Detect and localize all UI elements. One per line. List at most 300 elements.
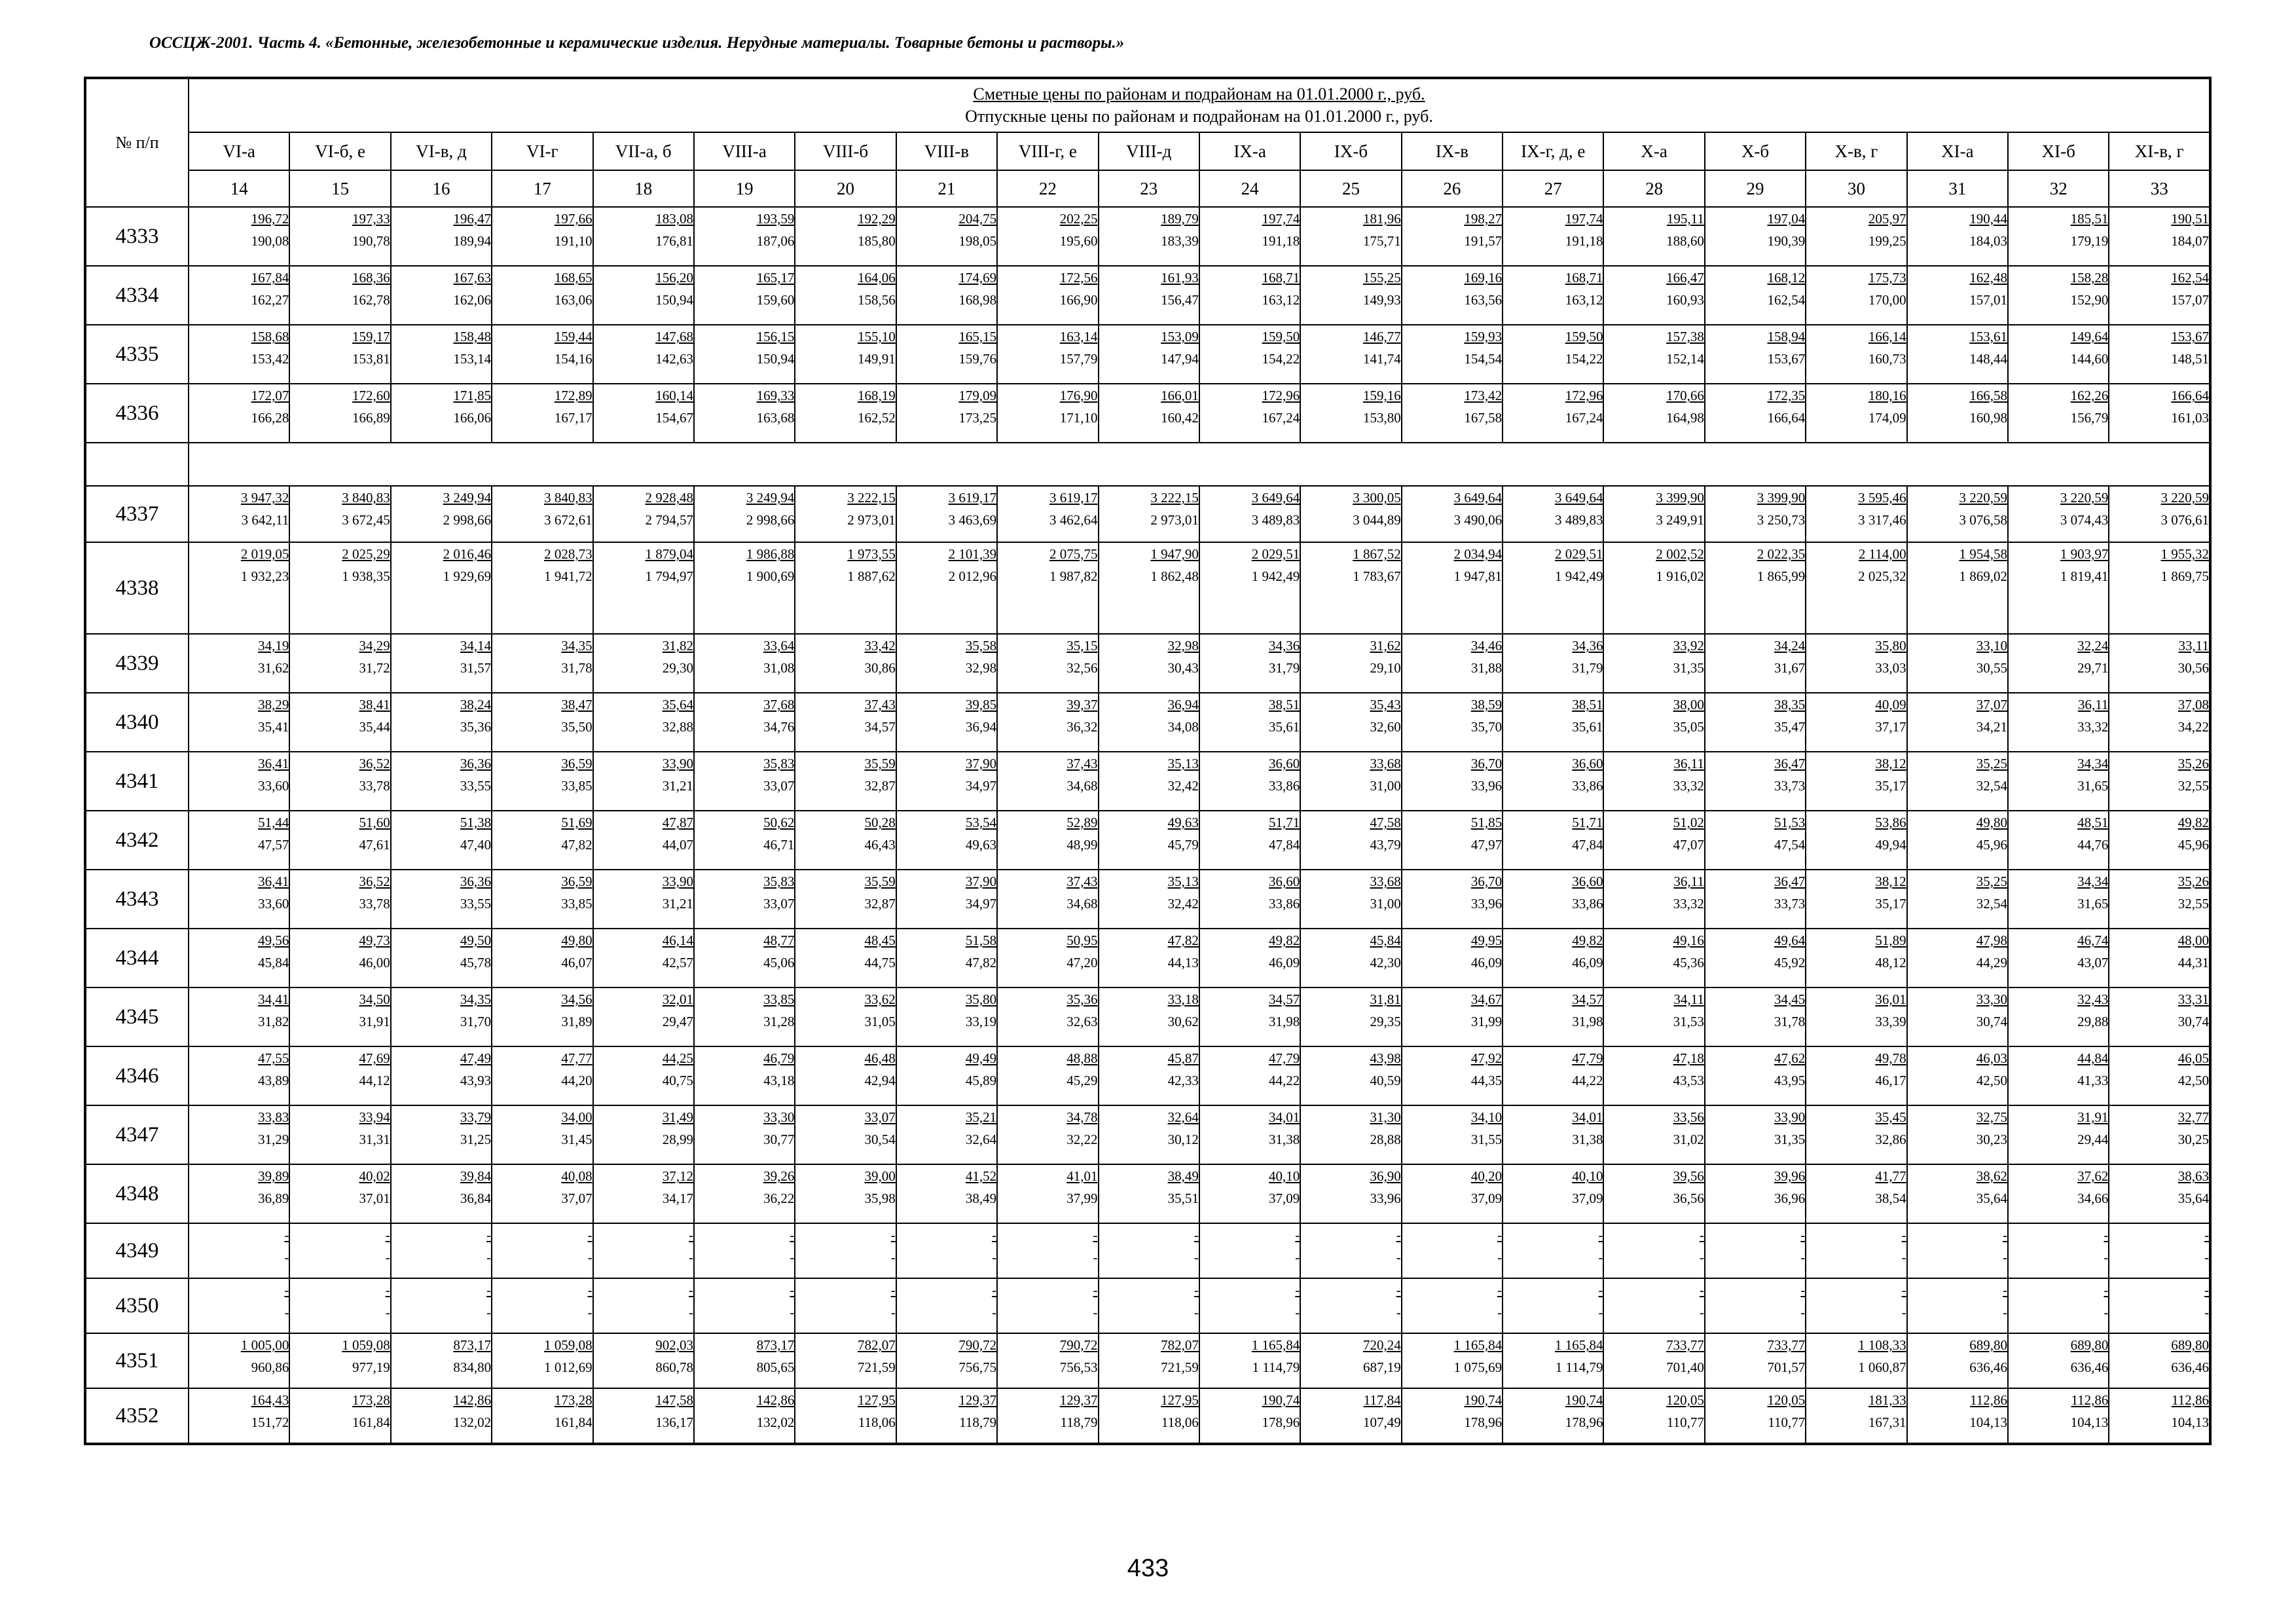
estimate-price: 34,78 xyxy=(1066,1109,1098,1125)
estimate-price: 49,63 xyxy=(1167,815,1199,830)
release-price: 35,41 xyxy=(258,719,289,735)
release-price: - xyxy=(2003,1249,2008,1265)
estimate-price: 34,10 xyxy=(1470,1109,1503,1125)
region-header: IX-в xyxy=(1402,132,1503,170)
price-cell xyxy=(997,634,1098,693)
release-price: 3 642,11 xyxy=(241,512,289,528)
price-cell xyxy=(289,1046,390,1105)
estimate-price: 162,54 xyxy=(2171,270,2209,286)
price-cell xyxy=(1705,693,1806,752)
estimate-price: 120,05 xyxy=(1767,1392,1806,1408)
price-cell xyxy=(289,1278,390,1333)
price-cell xyxy=(189,325,289,384)
estimate-price: 112,86 xyxy=(2071,1392,2109,1408)
column-number: 15 xyxy=(289,170,390,207)
estimate-price: - xyxy=(1497,1227,1503,1243)
release-price: 3 489,83 xyxy=(1554,512,1603,528)
release-price: 166,89 xyxy=(352,410,390,426)
estimate-price: 49,80 xyxy=(561,932,592,948)
estimate-price: 175,73 xyxy=(1868,270,1906,286)
estimate-price: 47,82 xyxy=(1167,932,1199,948)
price-cell xyxy=(997,1278,1098,1333)
region-header: VI-б, е xyxy=(289,132,390,170)
release-price: 31,21 xyxy=(662,896,693,912)
price-cell xyxy=(2008,1164,2109,1223)
price-cell xyxy=(1806,207,1906,266)
release-price: 31,35 xyxy=(1774,1132,1806,1147)
price-cell xyxy=(1806,1278,1906,1333)
estimate-price: 31,30 xyxy=(1370,1109,1401,1125)
estimate-price: 170,66 xyxy=(1666,388,1704,403)
release-price: 1 887,62 xyxy=(847,568,896,584)
estimate-price: 120,05 xyxy=(1666,1392,1704,1408)
release-price: 2 973,01 xyxy=(847,512,896,528)
price-cell xyxy=(997,1223,1098,1278)
price-cell xyxy=(1199,634,1300,693)
release-price: 190,39 xyxy=(1767,233,1806,249)
release-price: 153,42 xyxy=(251,351,289,367)
release-price: 160,93 xyxy=(1666,292,1704,308)
estimate-price: 172,60 xyxy=(352,388,390,403)
table-row xyxy=(85,870,2210,929)
estimate-price: 36,60 xyxy=(1269,874,1300,889)
estimate-price: 147,58 xyxy=(655,1392,693,1408)
price-cell xyxy=(1907,870,2008,929)
estimate-price: - xyxy=(1598,1227,1603,1243)
release-price: 31,65 xyxy=(2077,896,2109,912)
price-cell xyxy=(997,870,1098,929)
price-cell xyxy=(492,811,592,870)
release-price: 162,52 xyxy=(857,410,896,426)
estimate-price: 3 840,83 xyxy=(342,490,390,506)
release-price: 46,00 xyxy=(359,955,390,970)
price-cell xyxy=(694,693,795,752)
estimate-price: 36,60 xyxy=(1269,756,1300,771)
estimate-price: 159,17 xyxy=(352,329,390,344)
table-row xyxy=(85,811,2210,870)
release-price: 977,19 xyxy=(352,1359,390,1375)
estimate-price: - xyxy=(1295,1282,1300,1298)
price-cell xyxy=(189,1164,289,1223)
price-cell xyxy=(896,1333,997,1388)
price-cell xyxy=(593,542,694,634)
price-cell xyxy=(189,870,289,929)
estimate-price: - xyxy=(385,1227,390,1243)
separator-cell xyxy=(85,443,189,486)
price-cell xyxy=(1603,1105,1704,1164)
release-price: 190,08 xyxy=(251,233,289,249)
estimate-price: 41,01 xyxy=(1066,1168,1098,1184)
estimate-price: 873,17 xyxy=(756,1337,795,1353)
estimate-price: 35,25 xyxy=(1976,874,2008,889)
estimate-price: 149,64 xyxy=(2070,329,2109,344)
estimate-price: 3 249,94 xyxy=(443,490,492,506)
price-cell xyxy=(1402,811,1503,870)
price-cell xyxy=(189,207,289,266)
price-cell xyxy=(1199,1105,1300,1164)
estimate-price: 41,77 xyxy=(1875,1168,1906,1184)
estimate-price: 34,35 xyxy=(460,991,492,1007)
price-cell xyxy=(189,266,289,325)
price-cell xyxy=(1907,1223,2008,1278)
estimate-price: 35,80 xyxy=(965,991,997,1007)
release-price: 110,77 xyxy=(1768,1414,1806,1430)
price-cell xyxy=(997,752,1098,811)
price-cell xyxy=(1907,1046,2008,1105)
price-cell xyxy=(1402,542,1503,634)
release-price: 159,60 xyxy=(756,292,795,308)
price-cell xyxy=(1199,207,1300,266)
price-cell xyxy=(1099,325,1199,384)
release-price: 30,12 xyxy=(1167,1132,1199,1147)
price-cell xyxy=(2008,987,2109,1046)
estimate-price: 32,24 xyxy=(2077,638,2109,654)
release-price: 32,87 xyxy=(864,896,896,912)
table-title xyxy=(189,78,2210,132)
release-price: 1 060,87 xyxy=(1858,1359,1906,1375)
release-price: 35,98 xyxy=(864,1190,896,1206)
price-cell xyxy=(593,266,694,325)
price-cell xyxy=(289,1333,390,1388)
price-cell xyxy=(795,1046,896,1105)
price-cell xyxy=(1300,1388,1401,1444)
price-cell xyxy=(1503,1046,1603,1105)
release-price: 175,71 xyxy=(1362,233,1401,249)
price-cell xyxy=(1806,752,1906,811)
estimate-price: - xyxy=(284,1282,289,1298)
price-cell xyxy=(1705,811,1806,870)
estimate-price: 46,03 xyxy=(1976,1050,2008,1066)
release-price: 37,09 xyxy=(1470,1190,1503,1206)
price-cell xyxy=(593,987,694,1046)
estimate-price: 51,71 xyxy=(1572,815,1603,830)
release-price: 163,12 xyxy=(1262,292,1300,308)
release-price: 147,94 xyxy=(1161,351,1199,367)
release-price: 33,55 xyxy=(460,778,492,794)
price-cell xyxy=(189,1223,289,1278)
price-cell xyxy=(1603,752,1704,811)
price-cell xyxy=(1907,929,2008,987)
estimate-price: 190,74 xyxy=(1262,1392,1300,1408)
release-price: - xyxy=(790,1304,795,1320)
table-head xyxy=(85,78,2210,207)
row-number: 4350 xyxy=(85,1278,189,1333)
estimate-price: 38,00 xyxy=(1673,697,1704,712)
estimate-price: 35,58 xyxy=(965,638,997,654)
price-cell xyxy=(896,325,997,384)
estimate-price: 35,26 xyxy=(2178,874,2209,889)
release-price: 47,54 xyxy=(1774,837,1806,853)
price-cell xyxy=(1603,870,1704,929)
price-cell xyxy=(1705,1388,1806,1444)
release-price: 32,55 xyxy=(2178,896,2209,912)
estimate-price: 39,85 xyxy=(965,697,997,712)
release-price: 167,58 xyxy=(1464,410,1503,426)
price-cell xyxy=(391,207,492,266)
estimate-price: 38,49 xyxy=(1167,1168,1199,1184)
release-price: - xyxy=(1396,1249,1401,1265)
estimate-price: 36,70 xyxy=(1470,756,1503,771)
release-price: 45,96 xyxy=(1976,837,2008,853)
estimate-price: 35,13 xyxy=(1167,756,1199,771)
price-cell xyxy=(1806,870,1906,929)
estimate-price: 159,50 xyxy=(1565,329,1603,344)
release-price: 32,42 xyxy=(1167,778,1199,794)
price-cell xyxy=(896,987,997,1046)
price-cell xyxy=(2008,1046,2109,1105)
price-cell xyxy=(1705,542,1806,634)
release-price: 805,65 xyxy=(756,1359,795,1375)
price-cell xyxy=(189,634,289,693)
release-price: 1 938,35 xyxy=(342,568,390,584)
estimate-price: 3 619,17 xyxy=(948,490,997,506)
estimate-price: 35,26 xyxy=(2178,756,2209,771)
estimate-price: 36,11 xyxy=(2077,697,2109,712)
price-cell xyxy=(1806,1388,1906,1444)
price-cell xyxy=(694,987,795,1046)
estimate-price: 3 220,59 xyxy=(2160,490,2209,506)
price-cell xyxy=(1503,1333,1603,1388)
estimate-price: 689,80 xyxy=(2171,1337,2209,1353)
release-price: 38,54 xyxy=(1875,1190,1906,1206)
release-price: 35,70 xyxy=(1470,719,1503,735)
estimate-price: 157,38 xyxy=(1666,329,1704,344)
release-price: 153,67 xyxy=(1767,351,1806,367)
estimate-price: 31,49 xyxy=(662,1109,693,1125)
release-price: 33,85 xyxy=(561,896,592,912)
price-cell xyxy=(1705,752,1806,811)
release-price: 756,53 xyxy=(1059,1359,1098,1375)
release-price: 46,09 xyxy=(1572,955,1603,970)
estimate-price: 1 973,55 xyxy=(847,546,896,562)
price-cell xyxy=(1907,1164,2008,1223)
page-number: 433 xyxy=(1127,1555,1169,1582)
price-cell xyxy=(189,384,289,443)
price-cell xyxy=(896,634,997,693)
release-price: 47,61 xyxy=(359,837,390,853)
estimate-price: - xyxy=(1093,1282,1098,1298)
estimate-price: 689,80 xyxy=(2070,1337,2109,1353)
release-price: - xyxy=(890,1249,896,1265)
estimate-price: 34,45 xyxy=(1774,991,1806,1007)
estimate-price: 168,71 xyxy=(1565,270,1603,286)
price-cell xyxy=(1199,987,1300,1046)
release-price: 185,80 xyxy=(857,233,896,249)
release-price: 31,21 xyxy=(662,778,693,794)
estimate-price: 35,25 xyxy=(1976,756,2008,771)
estimate-price: 47,58 xyxy=(1370,815,1401,830)
release-price: 153,14 xyxy=(453,351,492,367)
price-cell xyxy=(1907,266,2008,325)
price-cell xyxy=(1907,1388,2008,1444)
price-cell xyxy=(1503,811,1603,870)
price-cell xyxy=(189,542,289,634)
release-price: 49,63 xyxy=(965,837,997,853)
release-price: 35,64 xyxy=(1976,1190,2008,1206)
release-price: 46,17 xyxy=(1875,1073,1906,1088)
price-cell xyxy=(1907,1278,2008,1333)
estimate-price: 158,68 xyxy=(251,329,289,344)
price-cell xyxy=(1300,384,1401,443)
estimate-price: 38,59 xyxy=(1470,697,1503,712)
release-price: 47,07 xyxy=(1673,837,1704,853)
price-cell xyxy=(1402,207,1503,266)
estimate-price: 3 649,64 xyxy=(1251,490,1300,506)
estimate-price: 38,24 xyxy=(460,697,492,712)
release-price: 46,09 xyxy=(1470,955,1503,970)
release-price: - xyxy=(890,1304,896,1320)
price-cell xyxy=(997,929,1098,987)
estimate-price: - xyxy=(688,1282,693,1298)
estimate-price: 156,20 xyxy=(655,270,693,286)
region-header: IX-б xyxy=(1300,132,1401,170)
release-price: 31,88 xyxy=(1470,660,1503,676)
estimate-price: 39,56 xyxy=(1673,1168,1704,1184)
estimate-price: 2 029,51 xyxy=(1554,546,1603,562)
estimate-price: 34,01 xyxy=(1572,1109,1603,1125)
release-price: 198,05 xyxy=(958,233,997,249)
estimate-price: 32,75 xyxy=(1976,1109,2008,1125)
region-header: IX-г, д, е xyxy=(1503,132,1603,170)
estimate-price: 48,51 xyxy=(2077,815,2109,830)
price-cell xyxy=(593,1223,694,1278)
estimate-price: 51,44 xyxy=(258,815,289,830)
release-price: 166,64 xyxy=(1767,410,1806,426)
price-cell xyxy=(896,486,997,542)
estimate-price: 50,95 xyxy=(1066,932,1098,948)
price-cell xyxy=(1603,266,1704,325)
price-cell xyxy=(997,1333,1098,1388)
price-cell xyxy=(492,1278,592,1333)
release-price: 40,59 xyxy=(1370,1073,1401,1088)
estimate-price: 129,37 xyxy=(1059,1392,1098,1408)
release-price: 960,86 xyxy=(251,1359,289,1375)
estimate-price: 37,08 xyxy=(2178,697,2209,712)
release-price: 43,18 xyxy=(763,1073,795,1088)
estimate-price: 153,09 xyxy=(1161,329,1199,344)
price-cell xyxy=(289,929,390,987)
estimate-price: 3 300,05 xyxy=(1353,490,1401,506)
price-cell xyxy=(492,752,592,811)
estimate-price: 34,56 xyxy=(561,991,592,1007)
title-line-release: Отпускные цены по районам и подрайонам на 01.01.2000 г., руб. xyxy=(965,107,1433,126)
estimate-price: 33,94 xyxy=(359,1109,390,1125)
release-price: 45,89 xyxy=(965,1073,997,1088)
release-price: 44,35 xyxy=(1470,1073,1503,1088)
estimate-price: 33,83 xyxy=(258,1109,289,1125)
release-price: 153,81 xyxy=(352,351,390,367)
price-cell xyxy=(1907,542,2008,634)
region-header: VI-в, д xyxy=(391,132,492,170)
release-price: 154,67 xyxy=(655,410,693,426)
release-price: 163,06 xyxy=(554,292,592,308)
estimate-price: - xyxy=(587,1227,592,1243)
estimate-price: 1 986,88 xyxy=(746,546,795,562)
estimate-price: - xyxy=(1901,1227,1906,1243)
release-price: 48,12 xyxy=(1875,955,1906,970)
estimate-price: 2 019,05 xyxy=(240,546,289,562)
estimate-price: 782,07 xyxy=(857,1337,896,1353)
release-price: 1 819,41 xyxy=(2060,568,2109,584)
price-cell xyxy=(1402,384,1503,443)
release-price: 36,96 xyxy=(1774,1190,1806,1206)
estimate-price: 147,68 xyxy=(655,329,693,344)
estimate-price: 2 016,46 xyxy=(443,546,492,562)
estimate-price: 171,85 xyxy=(453,388,492,403)
release-price: - xyxy=(1295,1249,1300,1265)
estimate-price: 166,14 xyxy=(1868,329,1906,344)
price-cell xyxy=(896,870,997,929)
estimate-price: - xyxy=(1093,1227,1098,1243)
estimate-price: 31,91 xyxy=(2077,1109,2109,1125)
release-price: 31,38 xyxy=(1572,1132,1603,1147)
release-price: 31,29 xyxy=(258,1132,289,1147)
estimate-price: - xyxy=(486,1227,492,1243)
price-cell xyxy=(1705,384,1806,443)
price-cell xyxy=(1503,987,1603,1046)
price-cell xyxy=(795,1105,896,1164)
release-price: 44,22 xyxy=(1572,1073,1603,1088)
estimate-price: 173,28 xyxy=(352,1392,390,1408)
release-price: 33,19 xyxy=(965,1014,997,1029)
separator-row xyxy=(85,443,2210,486)
estimate-price: 155,25 xyxy=(1362,270,1401,286)
release-price: - xyxy=(587,1304,592,1320)
release-price: 46,09 xyxy=(1269,955,1300,970)
estimate-price: 167,63 xyxy=(453,270,492,286)
row-number: 4349 xyxy=(85,1223,189,1278)
release-price: 118,79 xyxy=(959,1414,997,1430)
release-price: 31,31 xyxy=(359,1132,390,1147)
estimate-price: 172,07 xyxy=(251,388,289,403)
release-price: 29,10 xyxy=(1370,660,1401,676)
price-cell xyxy=(997,693,1098,752)
estimate-price: 127,95 xyxy=(1161,1392,1199,1408)
release-price: - xyxy=(992,1249,997,1265)
release-price: 32,54 xyxy=(1976,778,2008,794)
row-number: 4341 xyxy=(85,752,189,811)
price-cell xyxy=(289,207,390,266)
release-price: 3 317,46 xyxy=(1858,512,1906,528)
price-cell xyxy=(2109,1046,2210,1105)
release-price: 31,28 xyxy=(763,1014,795,1029)
release-price: - xyxy=(2104,1304,2109,1320)
estimate-price: 34,01 xyxy=(1269,1109,1300,1125)
estimate-price: 33,85 xyxy=(763,991,795,1007)
estimate-price: 153,67 xyxy=(2171,329,2209,344)
price-cell xyxy=(1099,870,1199,929)
release-price: - xyxy=(486,1249,492,1265)
estimate-price: 190,44 xyxy=(1969,211,2008,227)
table-row xyxy=(85,929,2210,987)
release-price: 184,07 xyxy=(2171,233,2209,249)
price-cell xyxy=(593,207,694,266)
release-price: 163,56 xyxy=(1464,292,1503,308)
estimate-price: 35,59 xyxy=(864,756,896,771)
estimate-price: 1 165,84 xyxy=(1251,1337,1300,1353)
price-cell xyxy=(1907,384,2008,443)
price-cell xyxy=(2109,634,2210,693)
price-cell xyxy=(1402,987,1503,1046)
release-price: 31,45 xyxy=(561,1132,592,1147)
column-number: 31 xyxy=(1907,170,2008,207)
release-price: 32,64 xyxy=(965,1132,997,1147)
release-price: 178,96 xyxy=(1262,1414,1300,1430)
table-row xyxy=(85,542,2210,634)
estimate-price: 195,11 xyxy=(1666,211,1704,227)
release-price: 37,09 xyxy=(1572,1190,1603,1206)
release-price: 3 076,58 xyxy=(1959,512,2008,528)
